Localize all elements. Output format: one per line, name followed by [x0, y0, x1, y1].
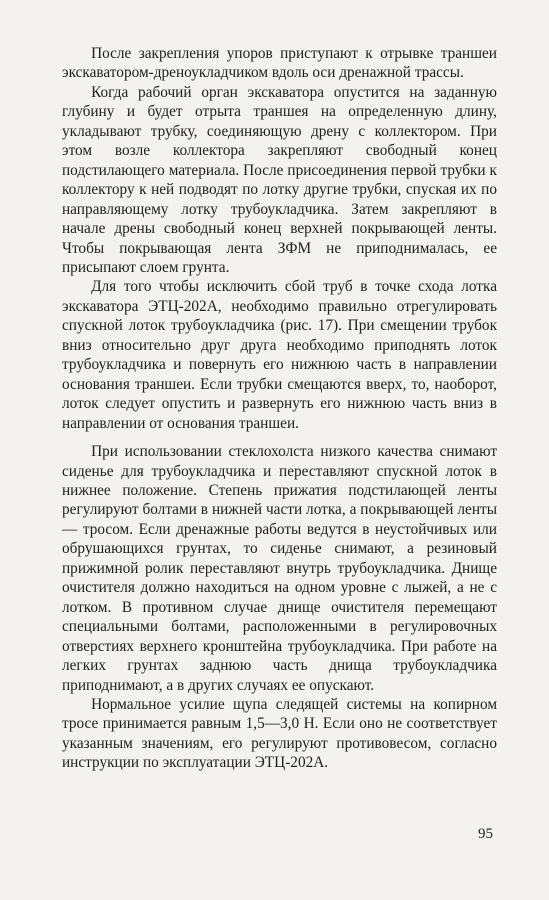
paragraph-1: После закрепления упоров приступают к отрывке траншеи экскаватором-дреноукладчиком вдоль оси дренажной трассы.: [62, 45, 497, 82]
paragraph-2: Когда рабочий орган экскаватора опустится на заданную глубину и будет отрыта траншея на определенную длину, укладывают трубку, соединяющую дрену с коллектором. При этом возле коллектора закрепляют свободный конец подстилающего материала. После присоединения первой трубки к коллектору к ней подводят по лотку другие трубки, спуская их по направляющему лотку трубоукладчика. Затем закрепляют в начале дрены свободный конец верхней покрывающей ленты. Чтобы покрывающая лента ЗФМ не приподнималась, ее присыпают слоем грунта.: [62, 83, 497, 276]
paragraph-5: Нормальное усилие щупа следящей системы на копирном тросе принимается равным 1,5—3,0 Н. Если оно не соответствует указанным значениям, его регулируют противовесом, согласно инструкции по эксплуатации ЭТЦ-202А.: [62, 695, 497, 772]
page-number: 95: [478, 826, 493, 842]
paragraph-4: При использовании стеклохолста низкого качества снимают сиденье для трубоукладчика и переставляют спускной лоток в нижнее положение. Степень прижатия подстилающей ленты регулируют болтами в нижней части лотка, а покрывающей ленты — тросом. Если дренажные работы ведутся в неустойчивых или обрушающихся грунтах, то сиденье снимают, а резиновый прижимной ролик переставляют внутрь трубоукладчика. Днище очистителя должно находиться на одном уровне с лыжей, а не с лотком. В противном случае днище очистителя перемещают специальными болтами, расположенными в регулировочных отверстиях верхнего кронштейна трубоукладчика. При работе на легких грунтах заднюю часть днища трубоукладчика приподнимают, а в других случаях ее опускают.: [62, 443, 497, 694]
paragraph-3: Для того чтобы исключить сбой труб в точке схода лотка экскаватора ЭТЦ-202А, необходимо правильно отрегулировать спускной лоток трубоукладчика (рис. 17). При смещении трубок вниз относительно друг друга необходимо приподнять лоток трубоукладчика и повернуть его нижнюю часть в направлении основания траншеи. Если трубки смещаются вверх, то, наоборот, лоток следует опустить и развернуть его нижнюю часть вниз в направлении от основания траншеи.: [62, 278, 497, 432]
body-text: [62, 44, 497, 773]
